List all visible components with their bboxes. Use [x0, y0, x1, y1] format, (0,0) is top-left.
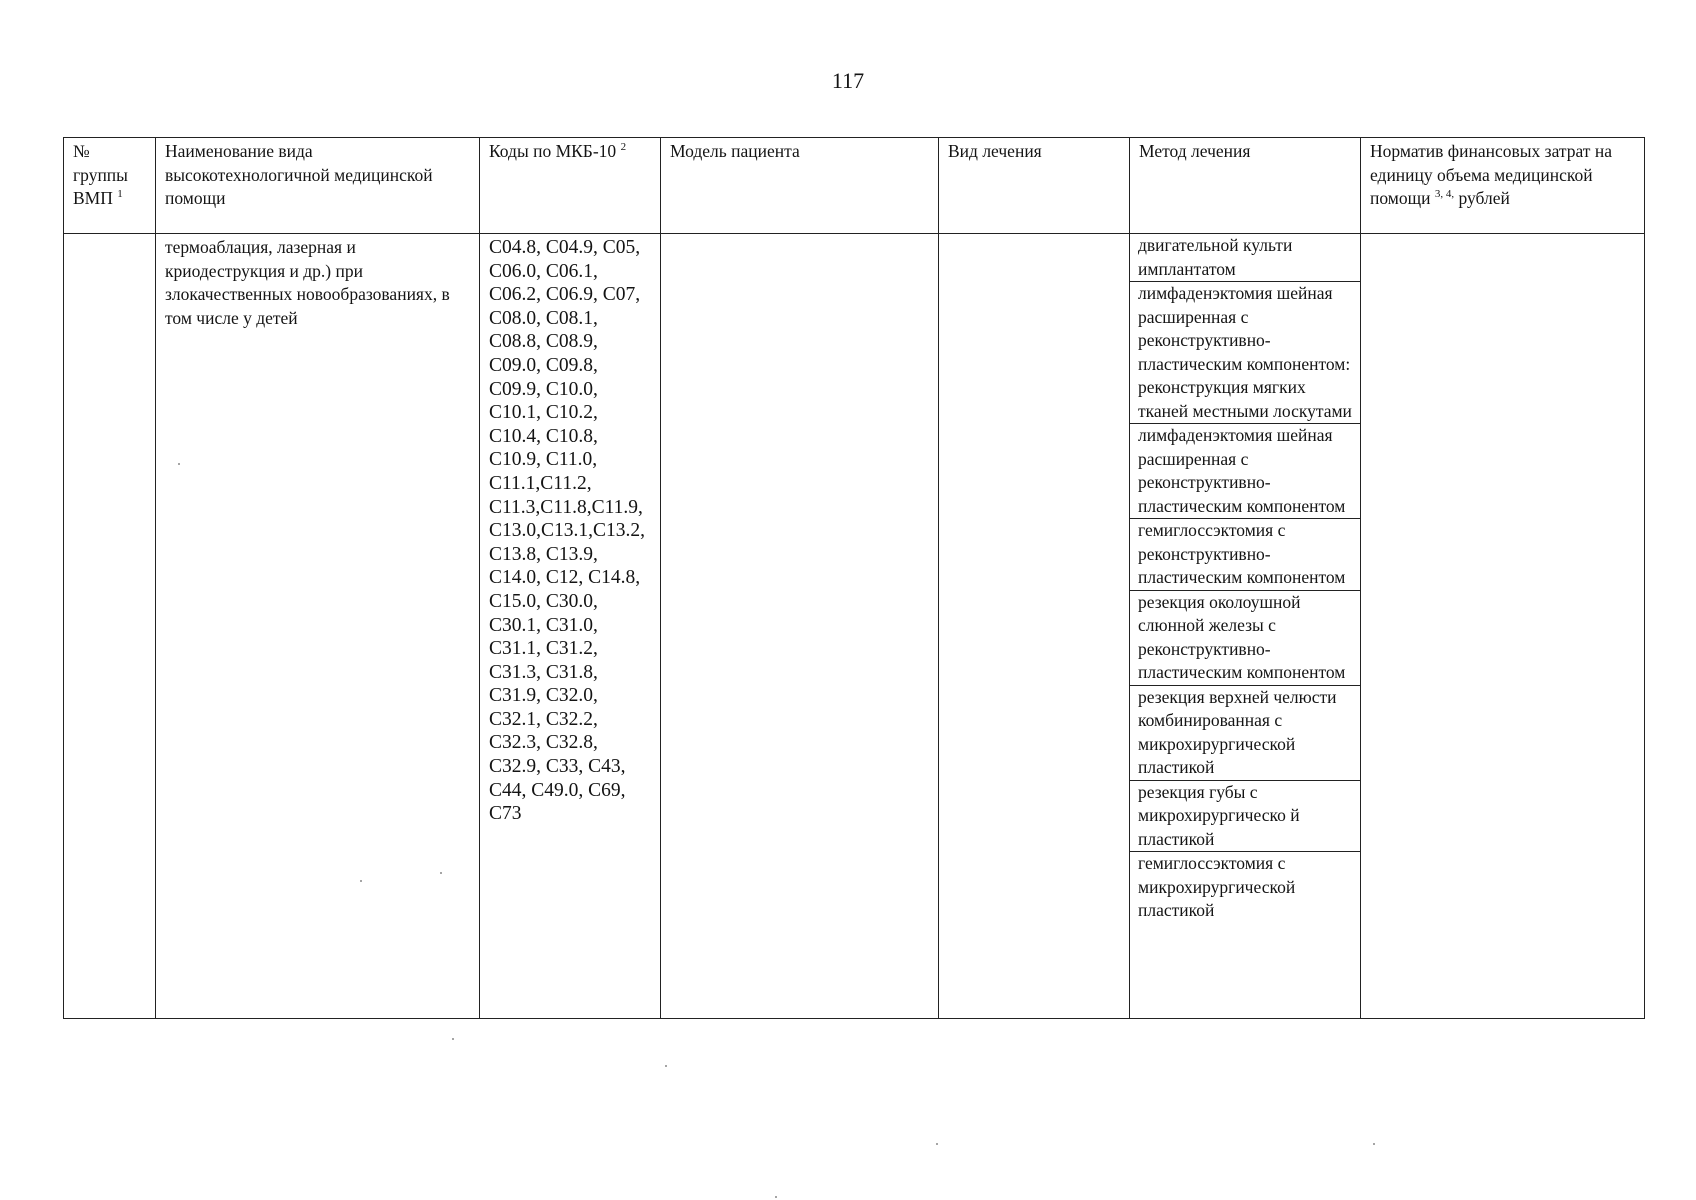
cell-cost-norm [1361, 234, 1645, 1019]
scan-speck [936, 1143, 938, 1145]
cell-name: термоаблация, лазерная и криодеструкция и др.) при злокачественных новообразованиях, в том числе у детей [156, 234, 480, 1019]
method-item: гемиглоссэктомия с микрохирургической пластикой [1138, 853, 1296, 920]
header-name: Наименование вида высокотехнологичной медицинской помощи [156, 138, 480, 234]
cell-treatment-methods [1130, 234, 1361, 1019]
cell-treatment-type [939, 234, 1130, 1019]
table-header-row [64, 138, 1645, 234]
header-patient-model: Модель пациента [661, 138, 939, 234]
cell-patient-model [661, 234, 939, 1019]
cell-icd-codes: С04.8, С04.9, С05, С06.0, С06.1, С06.2, С06.9, С07, С08.0, С08.1, С08.8, С08.9, С09.0, С09.8, С09.9, С10.0, С10.1, С10.2, С10.4, С10.8, С10.9, С11.0, С11.1,С11.2, С11.3,С11.8,С11.9, С13.0,С13.1,С13.2, С13.8, С13.9, С14.0, С12, С14.8, С15.0, С30.0, С30.1, С31.0, С31.1, С31.2, С31.3, С31.8, С31.9, С32.0, С32.1, С32.2, С32.3, С32.8, С32.9, С33, С43, С44, С49.0, С69, С73 [480, 234, 661, 1019]
scan-speck [775, 1196, 777, 1198]
page-number: 117 [831, 68, 865, 93]
header-treatment-type: Вид лечения [939, 138, 1130, 234]
method-item: двигательной культи имплантатом [1130, 234, 1360, 282]
header-icd-codes: Коды по МКБ-10 $^2$ [480, 138, 661, 234]
header-cost-norm: Норматив финансовых затрат на единицу объема медицинской помощи $^{3, 4,}$ рублей [1361, 138, 1645, 234]
scan-speck [178, 463, 180, 465]
scan-speck [665, 1065, 667, 1067]
table-row [64, 234, 1645, 1019]
scan-speck [452, 1038, 454, 1040]
method-item: гемиглоссэктомия с реконструктивно-пластическим компонентом [1130, 519, 1360, 591]
method-item: лимфаденэктомия шейная расширенная с реконструктивно-пластическим компонентом: реконструкция мягких тканей местными лоскутами [1130, 282, 1360, 424]
method-list [1130, 234, 1360, 923]
method-item: лимфаденэктомия шейная расширенная с реконструктивно-пластическим компонентом [1130, 424, 1360, 519]
vmp-table [63, 137, 1645, 1019]
header-treatment-method: Метод лечения [1130, 138, 1361, 234]
scan-speck [1373, 1143, 1375, 1145]
header-group-no: № группы ВМП $^1$ [64, 138, 156, 234]
scan-speck [440, 872, 442, 874]
method-item: резекция околоушной слюнной железы с реконструктивно-пластическим компонентом [1130, 591, 1360, 686]
scan-speck [360, 880, 362, 882]
method-item: резекция губы с микрохирургическо й пластикой [1130, 781, 1360, 853]
cell-group-no [64, 234, 156, 1019]
method-item: резекция верхней челюсти комбинированная с микрохирургической пластикой [1130, 686, 1360, 781]
